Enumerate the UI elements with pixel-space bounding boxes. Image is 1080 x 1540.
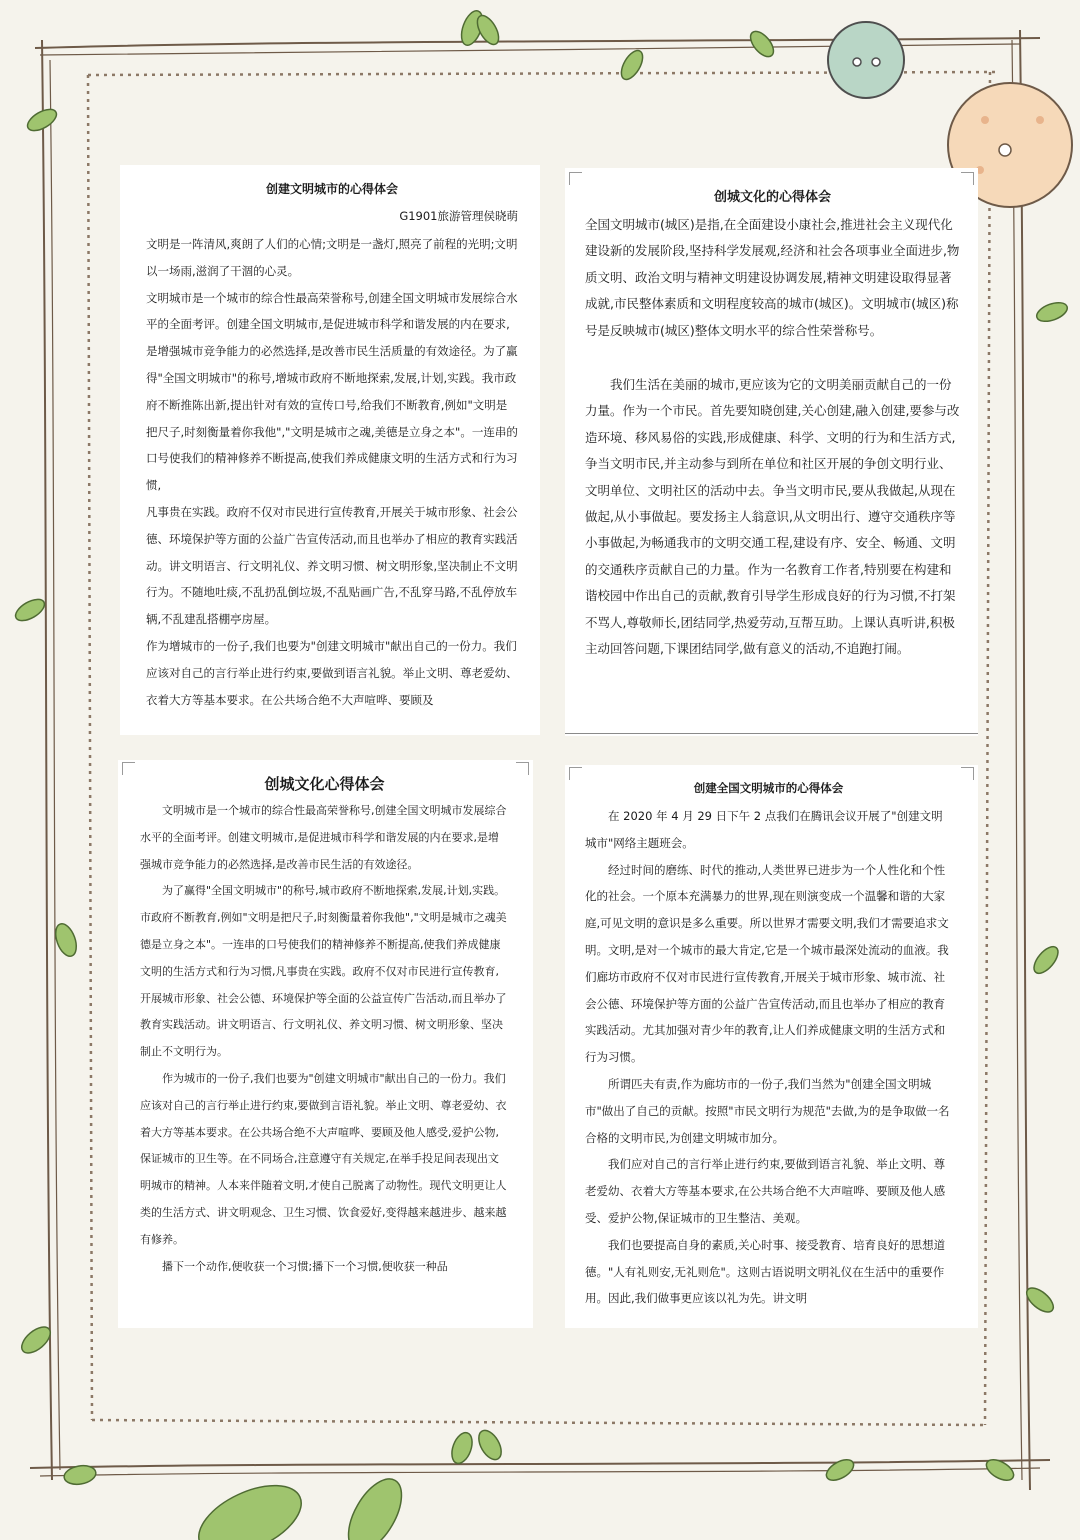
essay-paragraph: 经过时间的磨练、时代的推动,人类世界已进步为一个人性化和个性化的社会。一个原本充满暴力的世界,现在则演变成一个温馨和谐的大家庭,可见文明的意识是多么重要。所以世界才需要文明,我们才需要追求文明。文明,是对一个城市的最大肯定,它是一个城市最深处流动的血液。我们廊坊市政府不仅对市民进行宣传教育,开展关于城市形象、城市流、社会公德、环境保护等方面的公益广告宣传活动,而且也举办了相应的教育实践活动。尤其加强对青少年的教育,让人们养成健康文明的生活方式和行为习惯。 <box>585 862 949 1065</box>
essay-paragraph: 作为城市的一份子,我们也要为"创建文明城市"献出自己的一份力。我们应该对自己的言行举止进行约束,要做到言语礼貌。举止文明、尊老爱幼、衣着大方等基本要求。在公共场合绝不大声喧哗、要顾及他人感受,爱护公物,保证城市的卫生等。在不同场合,注意遵守有关规定,在举手投足间表现出文明城市的精神。人本来伴随着文明,才使自己脱离了动物性。现代文明更让人类的生活方式、讲文明观念、卫生习惯、饮食爱好,变得越来越进步、越来越有修养。 <box>140 1071 507 1246</box>
essay-paragraph: 凡事贵在实践。政府不仅对市民进行宣传教育,开展关于城市形象、社会公德、环境保护等方面的公益广告宣传活动,而且也举办了相应的教育实践活动。讲文明语言、行文明礼仪、养文明习惯、树文明形象,坚决制止不文明行为。不随地吐痰,不乱扔乱倒垃圾,不乱贴画广告,不乱穿马路,不乱停放车辆,不乱建乱搭棚亭房屋。 <box>146 504 518 627</box>
page-corner-mark <box>516 762 529 775</box>
essay-panel-4 <box>565 765 978 1328</box>
page-bottom-rule <box>565 733 978 734</box>
essay-title: 创城文化的心得体会 <box>713 190 831 205</box>
essay-title: 创建全国文明城市的心得体会 <box>693 781 844 795</box>
essay-panel-3 <box>118 760 533 1328</box>
essay-paragraph: 全国文明城市(城区)是指,在全面建设小康社会,推进社会主义现代化建设新的发展阶段,坚持科学发展观,经济和社会各项事业全面进步,物质文明、政治文明与精神文明建设协调发展,精神文明建设取得显著成就,市民整体素质和文明程度较高的城市(城区)。文明城市(城区)称号是反映城市(城区)整体文明水平的综合性荣誉称号。 <box>585 217 960 338</box>
essay-paragraph: 文明城市是一个城市的综合性最高荣誉称号,创建全国文明城市发展综合水平的全面考评。创建文明城市,是促进城市科学和谐发展的内在要求,是增强城市竞争能力的必然选择,是改善市民生活的有效途径。 <box>140 804 507 871</box>
essay-paragraph: 我们生活在美丽的城市,更应该为它的文明美丽贡献自己的一份力量。作为一个市民。首先要知晓创建,关心创建,融入创建,要参与改造环境、移风易俗的实践,形成健康、科学、文明的行为和生活方式,争当文明市民,并主动参与到所在单位和社区开展的争创文明行业、文明单位、文明社区的活动中去。争当文明市民,要从我做起,从现在做起,从小事做起。要发扬主人翁意识,从文明出行、遵守交通秩序等小事做起,为畅通我市的文明交通工程,建设有序、安全、畅通、文明的交通秩序贡献自己的力量。作为一名教育工作者,特别要在构建和谐校园中作出自己的贡献,教育引导学生形成良好的行为习惯,不打架不骂人,尊敬师长,团结同学,热爱劳动,互帮互助。上课认真听讲,积极主动回答问题,下课团结同学,做有意义的活动,不追跑打闹。 <box>585 377 960 657</box>
essay-title: 创建文明城市的心得体会 <box>265 182 398 196</box>
essay-paragraph: 播下一个动作,便收获一个习惯;播下一个习惯,便收获一种品 <box>162 1259 448 1273</box>
page-corner-mark <box>569 172 582 185</box>
essay-paragraph: 我们也要提高自身的素质,关心时事、接受教育、培育良好的思想道德。"人有礼则安,无礼则危"。这则古语说明文明礼仪在生活中的重要作用。因此,我们做事更应该以礼为先。讲文明 <box>585 1237 946 1306</box>
page-corner-mark <box>569 767 582 780</box>
page-corner-mark <box>961 767 974 780</box>
essay-paragraph: 所谓匹夫有责,作为廊坊市的一份子,我们当然为"创建全国文明城市"做出了自己的贡献。按照"市民文明行为规范"去做,为的是争取做一名合格的文明市民,为创建文明城市加分。 <box>585 1076 950 1145</box>
essay-panel-2 <box>565 168 978 736</box>
essay-title: 创城文化心得体会 <box>264 775 385 793</box>
page-corner-mark <box>961 172 974 185</box>
essay-panel-1 <box>120 165 540 735</box>
essay-paragraph: 文明城市是一个城市的综合性最高荣誉称号,创建全国文明城市发展综合水平的全面考评。创建全国文明城市,是促进城市科学和谐发展的内在要求,是增强城市竞争能力的必然选择,是改善市民生活质量的有效途径。为了赢得"全国文明城市"的称号,增城市政府不断地探索,发展,计划,实践。我市政府不断推陈出新,提出针对有效的宣传口号,给我们不断教育,例如"文明是把尺子,时刻衡量着你我他","文明是城市之魂,美德是立身之本"。一连串的口号使我们的精神修养不断提高,使我们养成健康文明的生活方式和行为习惯, <box>146 290 518 493</box>
essay-paragraph: 我们应对自己的言行举止进行约束,要做到语言礼貌、举止文明、尊老爱幼、衣着大方等基本要求,在公共场合绝不大声喧哗、要顾及他人感受、爱护公物,保证城市的卫生整洁、美观。 <box>585 1157 946 1225</box>
essay-paragraph: 作为增城市的一份子,我们也要为"创建文明城市"献出自己的一份力。我们应该对自己的言行举止进行约束,要做到语言礼貌。举止文明、尊老爱幼、衣着大方等基本要求。在公共场合绝不大声喧哗、要顾及 <box>146 638 518 707</box>
essay-paragraph: 在 2020 年 4 月 29 日下午 2 点我们在腾讯会议开展了"创建文明城市"网络主题班会。 <box>585 809 943 850</box>
essay-paragraph: 为了赢得"全国文明城市"的称号,城市政府不断地探索,发展,计划,实践。市政府不断教育,例如"文明是把尺子,时刻衡量着你我他","文明是城市之魂美德是立身之本"。一连串的口号使我们的精神修养不断提高,使我们养成健康文明的生活方式和行为习惯,凡事贵在实践。政府不仅对市民进行宣传教育,开展城市形象、社会公德、环境保护等全面的公益宣传广告活动,而且举办了教育实践活动。讲文明语言、行文明礼仪、养文明习惯、树文明形象、坚决制止不文明行为。 <box>140 884 507 1059</box>
essay-paragraph: 文明是一阵清风,爽朗了人们的心情;文明是一盏灯,照亮了前程的光明;文明以一场雨,滋润了干涸的心灵。 <box>146 237 518 278</box>
page-corner-mark <box>122 762 135 775</box>
essay-author: G1901旅游管理侯晓萌 <box>399 209 518 223</box>
